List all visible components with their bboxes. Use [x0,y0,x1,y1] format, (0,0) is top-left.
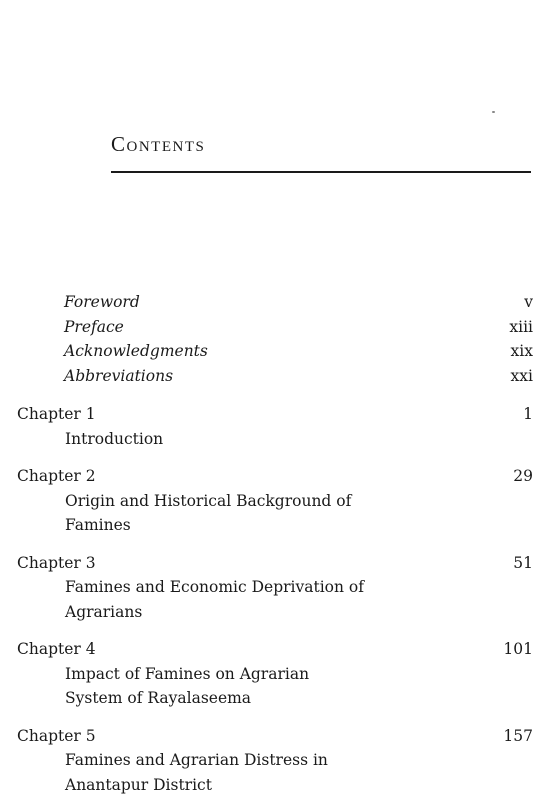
entry-label: Acknowledgments [64,342,208,360]
entry-label: Abbreviations [64,366,174,385]
chapter-label: Chapter 3 [17,553,96,572]
chapter-page-number: 1 [523,405,533,423]
chapter-label: Chapter 1 [17,405,96,423]
chapter-label: Chapter 2 [17,467,96,485]
chapter-page-number: 157 [503,726,533,745]
front-matter-entry-abbreviations [64,364,533,389]
chapter-entry-4 [17,637,533,711]
contents-heading: Contents [111,132,206,156]
entry-page-number: v [524,293,533,311]
chapter-label: Chapter 5 [17,726,96,745]
chapter-entry-2 [17,464,533,538]
chapter-page-number: 101 [503,640,533,658]
chapter-title: Famines and Economic Deprivation of Agrarians [65,578,364,621]
front-matter-entry-preface [64,315,533,340]
chapter-label: Chapter 4 [17,640,96,658]
entry-page-number: xix [510,342,533,360]
entry-label: Preface [64,317,124,336]
chapter-title: Famines and Agrarian Distress in Anantapur District [65,751,328,794]
chapter-page-number: 29 [513,467,533,485]
chapter-page-number: 51 [513,553,533,572]
chapter-entry-5 [17,724,533,798]
heading-rule [111,171,531,173]
chapter-title: Introduction [65,429,164,448]
entry-page-number: xxi [510,366,533,385]
chapter-entry-1 [17,402,533,451]
chapter-entry-3 [17,551,533,625]
entry-page-number: xiii [509,317,533,336]
chapter-list [17,402,533,797]
front-matter-entry-acknowledgments [64,339,533,364]
page-blemish [492,111,495,113]
entry-label: Foreword [64,293,140,311]
front-matter-entry-foreword [64,290,533,315]
chapter-title: Origin and Historical Background of Famines [65,491,352,534]
chapter-title: Impact of Famines on Agrarian System of Rayalaseema [65,664,310,707]
front-matter-list [64,290,533,388]
